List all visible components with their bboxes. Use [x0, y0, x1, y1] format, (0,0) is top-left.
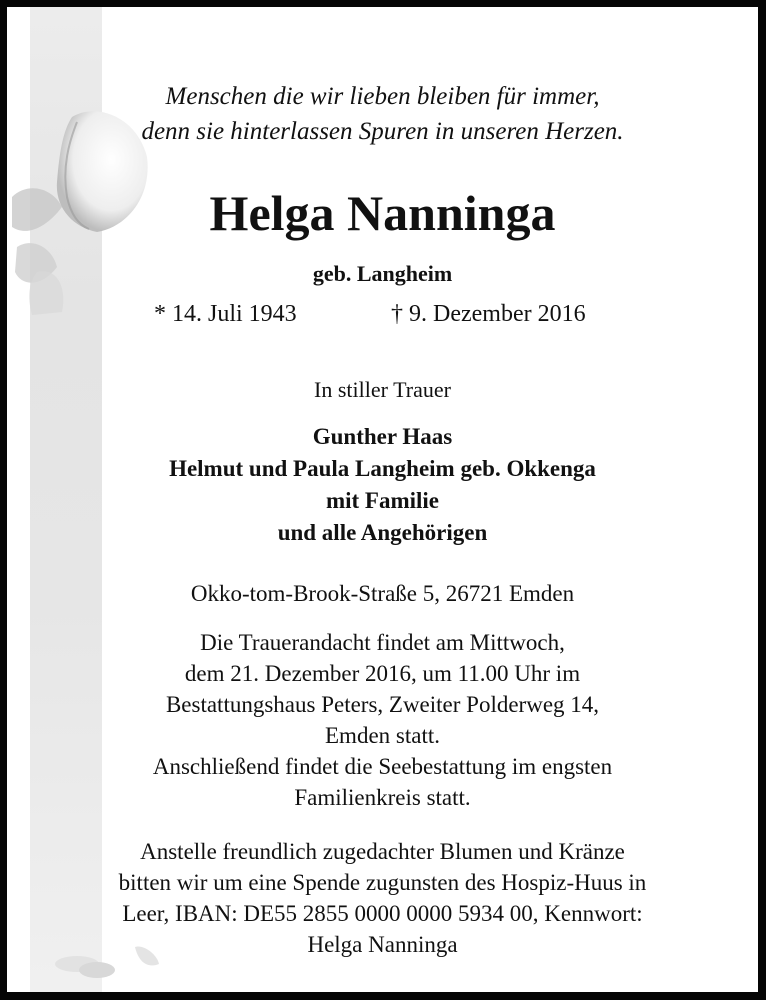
quote-line: Menschen die wir lieben bleiben für immer, [165, 83, 600, 110]
ceremony-line: Emden statt. [325, 723, 440, 748]
mourner-line: Helmut und Paula Langheim geb. Okkenga [169, 456, 596, 481]
ceremony-line: Die Trauerandacht findet am Mittwoch, [200, 630, 565, 655]
donation-line: Leer, IBAN: DE55 2855 0000 0000 5934 00, Kennwort: [122, 901, 643, 926]
ceremony-line: Bestattungshaus Peters, Zweiter Polderweg 14, [165, 692, 600, 717]
ceremony-line: Anschließend findet die Seebestattung im engsten [152, 754, 613, 779]
family-address: Okko-tom-Brook-Straße 5, 26721 Emden [190, 581, 575, 606]
mourner-line: mit Familie [325, 488, 440, 513]
birth-name: geb. Langheim [312, 261, 453, 286]
ceremony-line: Familienkreis statt. [294, 785, 471, 810]
ceremony-info [7, 627, 758, 813]
death-date: † 9. Dezember 2016 [391, 301, 586, 327]
donation-line: bitten wir um eine Spende zugunsten des Hospiz-Huus in [118, 870, 647, 895]
donation-request [7, 836, 758, 960]
mourning-intro: In stiller Trauer [314, 377, 451, 402]
mourner-line: und alle Angehörigen [277, 520, 488, 545]
ceremony-line: dem 21. Dezember 2016, um 11.00 Uhr im [184, 661, 581, 686]
donation-line: Anstelle freundlich zugedachter Blumen und Kränze [140, 839, 625, 864]
deceased-name: Helga Nanninga [209, 185, 556, 241]
quote-line: denn sie hinterlassen Spuren in unseren Herzen. [141, 118, 624, 145]
donation-line: Helga Nanninga [307, 932, 458, 957]
mourners-list [7, 421, 758, 549]
birth-date: * 14. Juli 1943 [154, 301, 297, 327]
mourner-line: Gunther Haas [312, 424, 453, 449]
memorial-quote [7, 79, 758, 149]
